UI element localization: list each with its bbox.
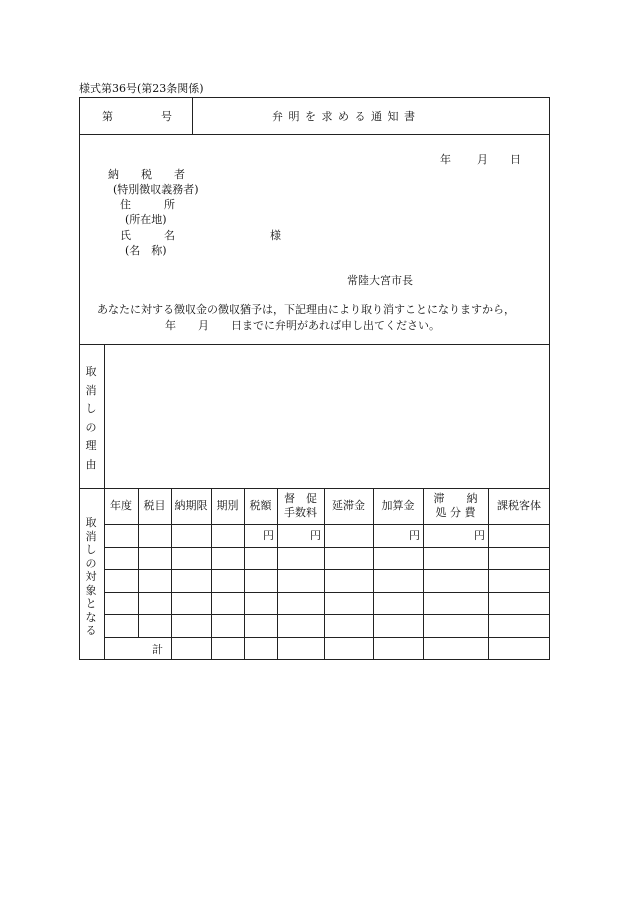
row-line [104, 614, 550, 615]
name-label: 氏 名 [120, 229, 175, 242]
row-line [104, 592, 550, 593]
row-line [104, 547, 550, 548]
total-label: 計 [152, 643, 163, 656]
yen-mark-disposal-fee: 円 [474, 529, 485, 542]
yen-mark-tax-amount: 円 [263, 529, 274, 542]
date-year-label: 年 [440, 153, 451, 166]
row-line [104, 637, 550, 638]
col-line [211, 488, 212, 660]
col-line [488, 488, 489, 660]
header-installment: 期別 [216, 499, 239, 512]
notice-title: 弁 明 を 求 め る 通 知 書 [272, 110, 416, 123]
body-text-line1: あなたに対する徴収金の徴収猶予は，下記理由により取り消すことになりますから， [97, 303, 515, 316]
row-line [104, 569, 550, 570]
col-line [373, 488, 374, 660]
number-label-dai: 第 [102, 110, 113, 123]
issuer-name: 常陸大宮市長 [347, 274, 413, 287]
header-delinquency-charge: 延滞金 [332, 499, 365, 512]
notice-bottom-line [79, 344, 550, 345]
header-additional-tax: 加算金 [381, 499, 415, 512]
header-tax-item: 税目 [143, 499, 166, 512]
yen-mark-additional-tax: 円 [409, 529, 420, 542]
date-month-label: 月 [477, 153, 488, 166]
col-line [244, 488, 245, 660]
header-delinquency-disposal-fee: 滞 納 処 分 費 [433, 492, 478, 519]
body-text-line2: 年 月 日までに弁明があれば申し出てください。 [165, 319, 440, 332]
address-label: 住 所 [120, 198, 175, 211]
date-day-label: 日 [510, 153, 521, 166]
name-sub-label: (名 称) [125, 244, 167, 257]
form-number-label: 様式第36号(第23条関係) [79, 82, 204, 95]
honorific-sama: 様 [270, 229, 281, 242]
target-label: 取消しの対象となる [85, 516, 97, 637]
col-line [324, 488, 325, 660]
taxpayer-label: 納 税 者 [108, 168, 185, 181]
reason-bottom-line [79, 488, 550, 489]
row-line [104, 524, 550, 525]
number-label-go: 号 [161, 110, 172, 123]
taxpayer-sub-label: (特別徴収義務者) [113, 183, 199, 196]
header-due-date: 納期限 [174, 499, 208, 512]
header-bottom-line [79, 134, 550, 135]
yen-mark-dunning-fee: 円 [310, 529, 321, 542]
col-line [171, 488, 172, 660]
header-dunning-fee: 督 促 手数料 [284, 492, 317, 519]
header-divider [192, 97, 193, 134]
header-taxable-object: 課税客体 [497, 499, 541, 512]
address-sub-label: (所在地) [125, 213, 167, 226]
header-fiscal-year: 年度 [110, 499, 132, 512]
header-tax-amount: 税額 [249, 499, 272, 512]
reason-label: 取消しの理由 [85, 365, 97, 471]
